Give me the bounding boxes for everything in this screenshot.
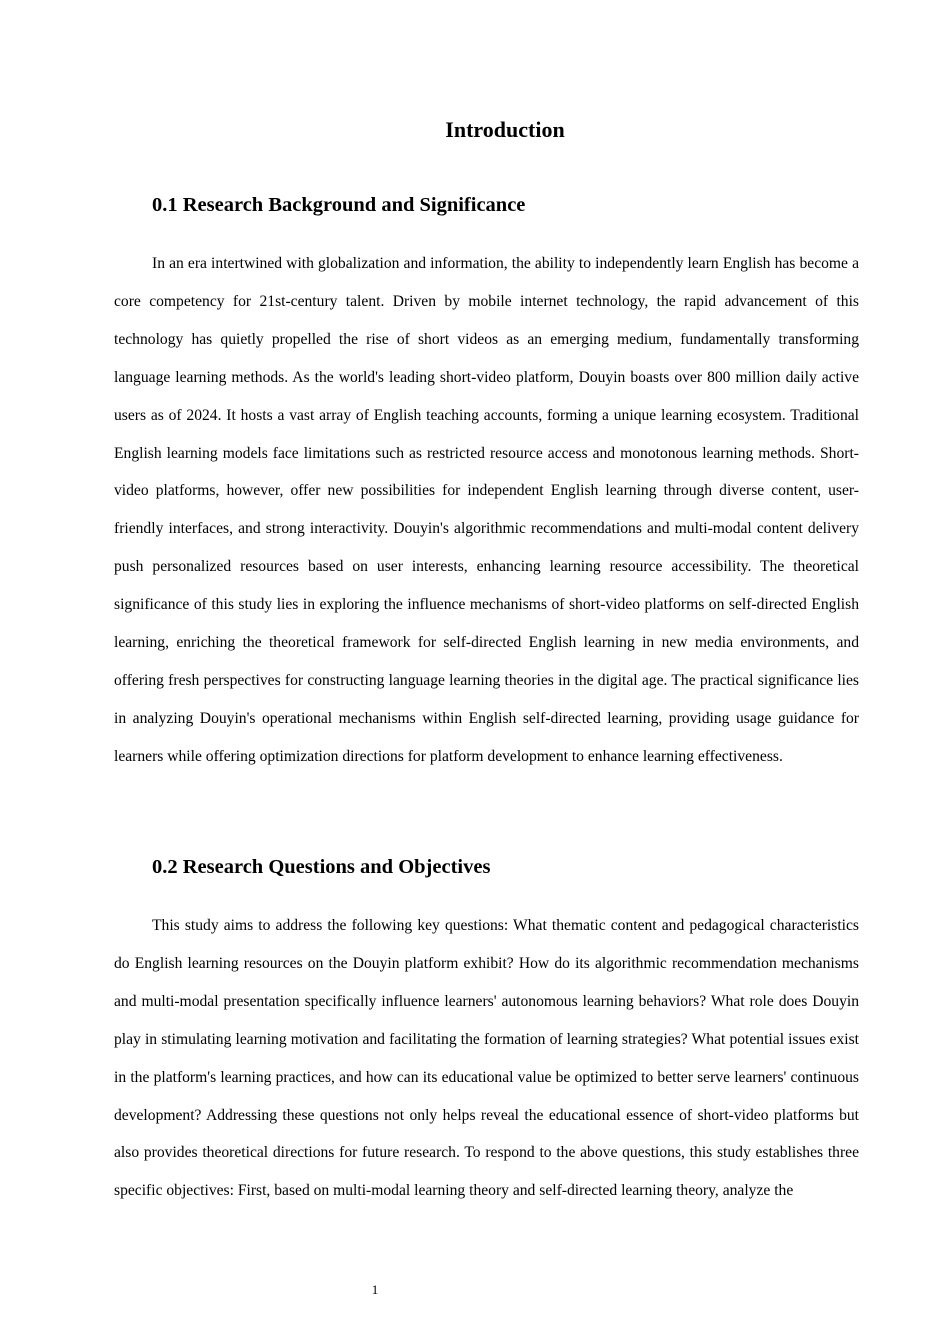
- section-heading-background: 0.1 Research Background and Significance: [152, 194, 526, 216]
- paragraph-background: In an era intertwined with globalization and information, the ability to independently learn English has become a core competency for 21st-century talent. Driven by mobile internet technology, the rapid advancement of this technology has quietly propelled the rise of short videos as an emerging medium, fundamentally transforming language learning methods. As the world's leading short-video platform, Douyin boasts over 800 million daily active users as of 2024. It hosts a vast array of English teaching accounts, forming a unique learning ecosystem. Traditional English learning models face limitations such as restricted resource access and monotonous learning methods. Short-video platforms, however, offer new possibilities for independent English learning through diverse content, user-friendly interfaces, and strong interactivity. Douyin's algorithmic recommendations and multi-modal content delivery push personalized resources based on user interests, enhancing learning resource accessibility. The theoretical significance of this study lies in exploring the influence mechanisms of short-video platforms on self-directed English learning, enriching the theoretical framework for self-directed English learning in new media environments, and offering fresh perspectives for constructing language learning theories in the digital age. The practical significance lies in analyzing Douyin's operational mechanisms within English self-directed learning, providing usage guidance for learners while offering optimization directions for platform development to enhance learning effectiveness.: [114, 255, 859, 765]
- section-heading-questions: 0.2 Research Questions and Objectives: [152, 856, 491, 878]
- paragraph-questions: This study aims to address the following key questions: What thematic content and pedagogical characteristics do English learning resources on the Douyin platform exhibit? How do its algorithmic recommendation mechanisms and multi-modal presentation specifically influence learners' autonomous learning behaviors? What role does Douyin play in stimulating learning motivation and facilitating the formation of learning strategies? What potential issues exist in the platform's learning practices, and how can its educational value be optimized to better serve learners' continuous development? Addressing these questions not only helps reveal the educational essence of short-video platforms but also provides theoretical directions for future research. To respond to the above questions, this study establishes three specific objectives: First, based on multi-modal learning theory and self-directed learning theory, analyze the: [114, 917, 859, 1200]
- page-number: 1: [371, 1282, 379, 1297]
- chapter-title: Introduction: [445, 117, 565, 142]
